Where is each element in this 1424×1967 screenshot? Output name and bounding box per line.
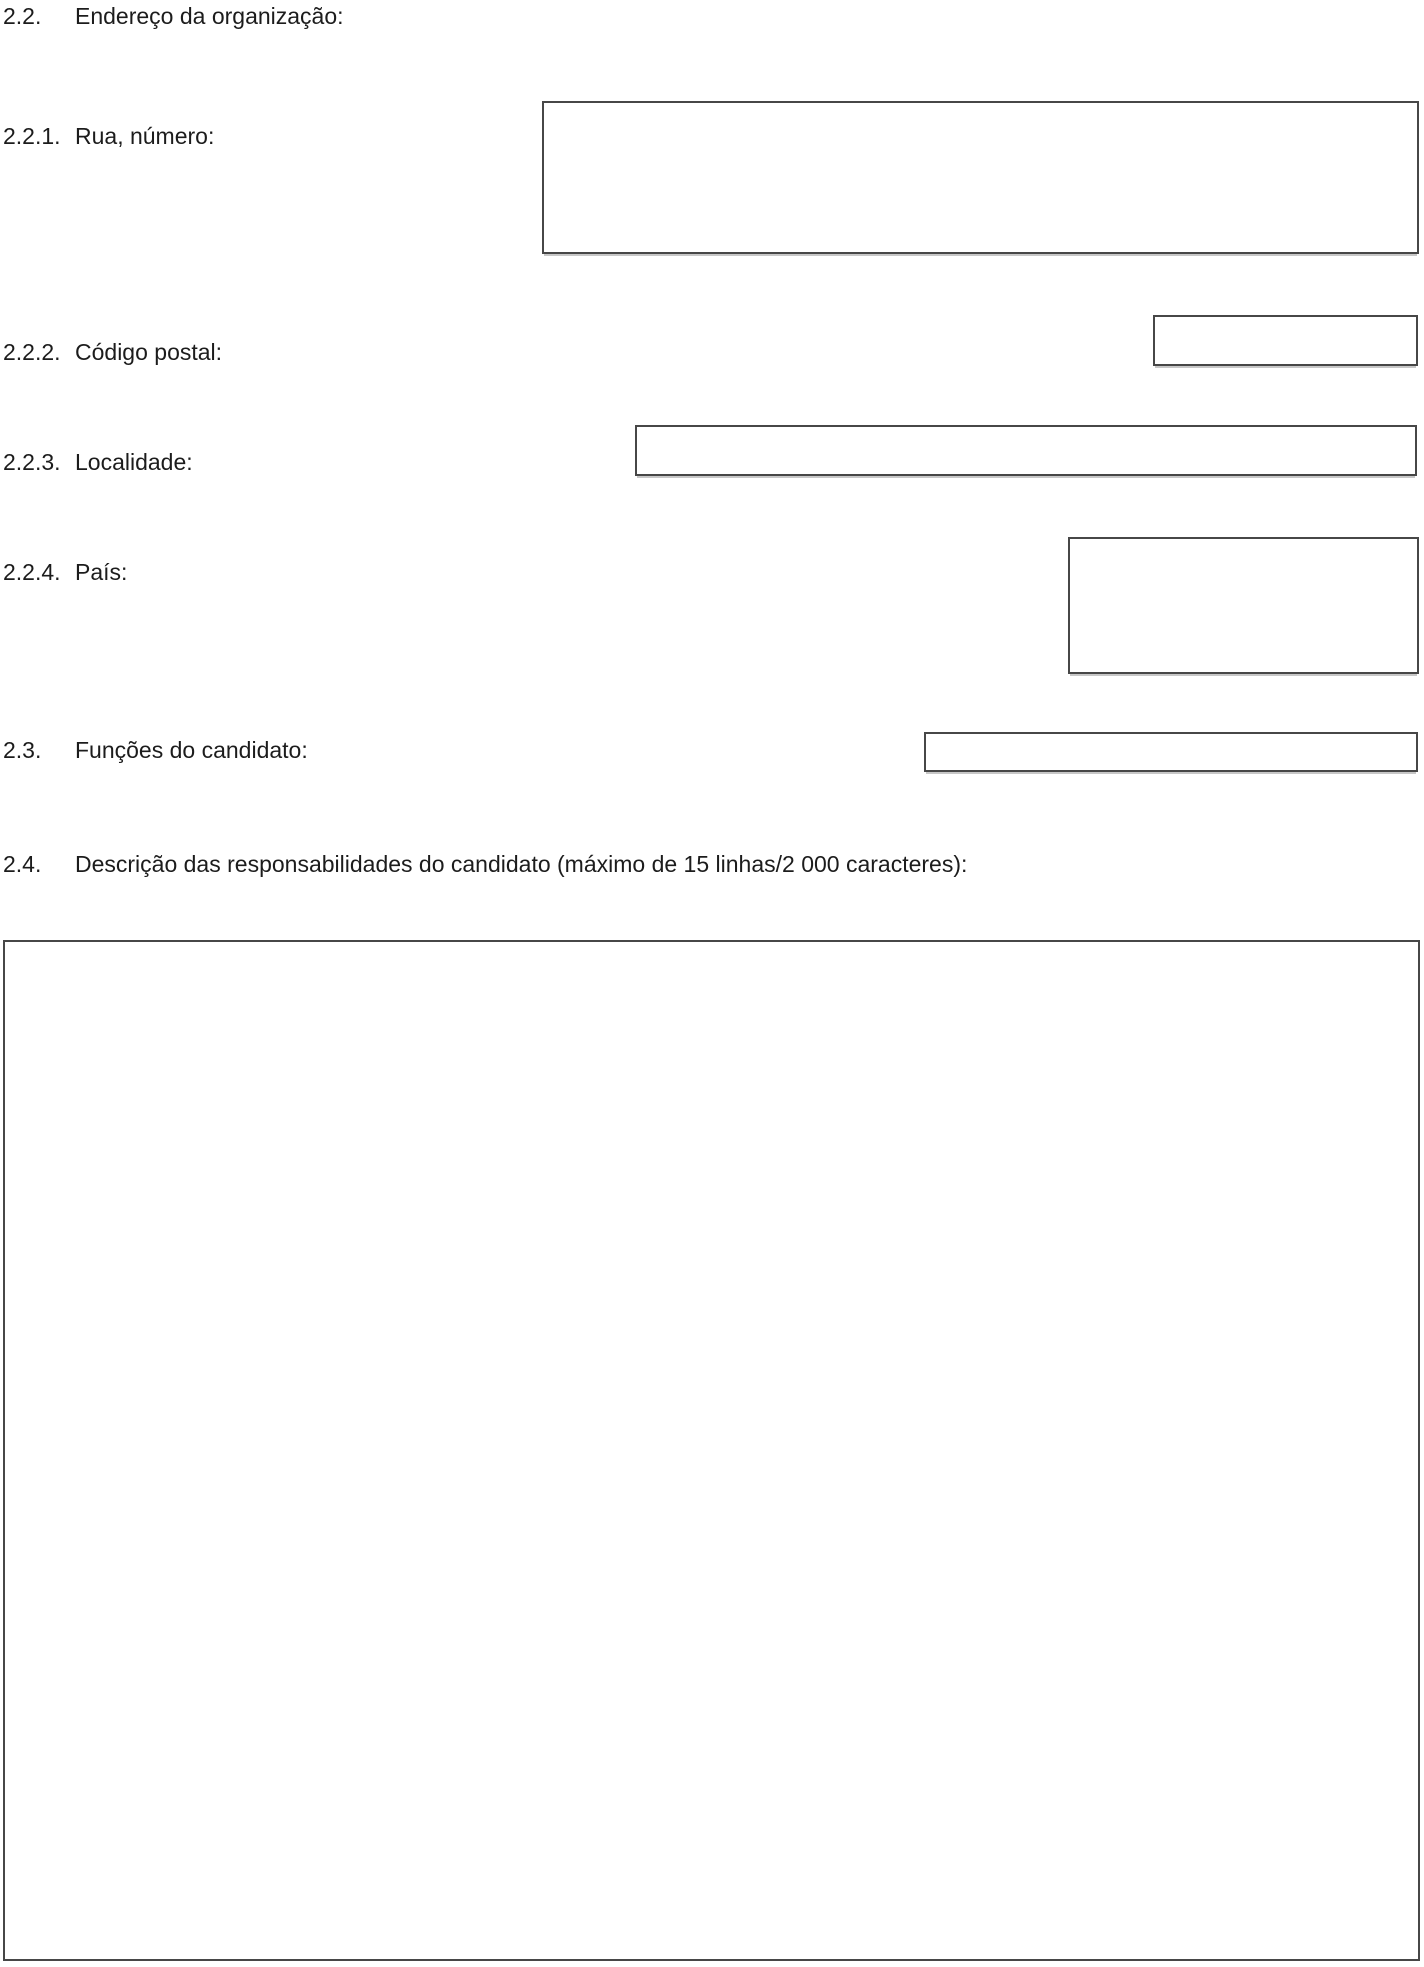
section-2-4-label: Descrição das responsabilidades do candidato (máximo de 15 linhas/2 000 caracteres): xyxy=(75,851,968,877)
section-2-2-1-number: 2.2.1. xyxy=(3,123,61,149)
pais-input[interactable] xyxy=(1068,537,1419,674)
section-2-3-number: 2.3. xyxy=(3,737,42,763)
localidade-input[interactable] xyxy=(635,425,1417,476)
funcoes-candidato-input[interactable] xyxy=(924,732,1418,772)
section-2-2-3-number: 2.2.3. xyxy=(3,449,61,475)
section-2-4-number: 2.4. xyxy=(3,851,42,877)
rua-numero-input[interactable] xyxy=(542,101,1419,254)
section-2-3-label: Funções do candidato: xyxy=(75,737,308,763)
section-2-2-2-number: 2.2.2. xyxy=(3,339,61,365)
section-2-2-1-label: Rua, número: xyxy=(75,123,215,149)
section-2-2-4-number: 2.2.4. xyxy=(3,559,61,585)
section-2-2-number: 2.2. xyxy=(3,3,42,29)
descricao-responsabilidades-input[interactable] xyxy=(3,940,1420,1961)
section-2-2-2-label: Código postal: xyxy=(75,339,223,365)
codigo-postal-input[interactable] xyxy=(1153,315,1418,366)
section-2-2-4-label: País: xyxy=(75,559,128,585)
section-2-2-label: Endereço da organização: xyxy=(75,3,344,29)
section-2-2-3-label: Localidade: xyxy=(75,449,193,475)
